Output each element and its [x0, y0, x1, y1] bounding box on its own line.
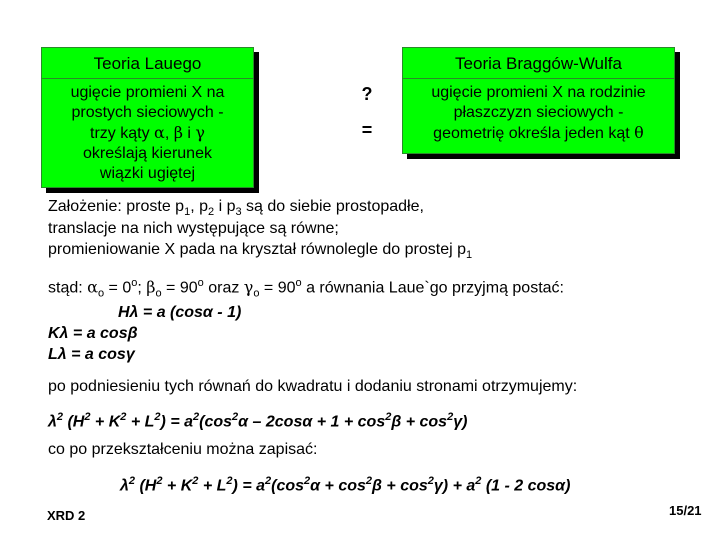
laue-theory-title: Teoria Lauego — [42, 53, 253, 79]
slide-footer-label: XRD 2 — [47, 508, 86, 523]
transform-text: co po przekształceniu można zapisać: — [48, 441, 318, 458]
bragg-theory-box — [402, 47, 675, 154]
slide-number: 15/21 — [669, 503, 702, 518]
square-sum-text: po podniesieniu tych równań do kwadratu i dodaniu stronami otrzymujemy: — [48, 378, 578, 395]
laue-theory-box — [41, 47, 254, 188]
bragg-theory-title: Teoria Braggów-Wulfa — [403, 53, 674, 79]
bragg-theory-description: ugięcie promieni X na rodzinie płaszczyzn sieciowych - geometrię określa jeden kąt θ — [431, 84, 646, 142]
angle-conditions: stąd: $\alpha_o = 0^o$; $\beta_o = 90^o$ oraz $\gamma_o = 90^o$ a równania Laue`go przyjmą postać: — [48, 277, 564, 300]
laue-theory-description: ugięcie promieni X na prostych sieciowych - trzy kąty α, β i γ określają kierunek wiązki ugiętej — [70, 84, 225, 182]
equation-l: Lλ = a cosγ — [48, 346, 135, 363]
equation-squared: $\lambda^2$ $(H^2 + K^2 + L^2) = a^2(\cos^2\alpha - 2\cos\alpha + 1 + \cos^2\beta + \cos^2\gamma)$ — [48, 411, 468, 431]
assumption-line-2: translacje na nich występujące są równe; — [48, 220, 339, 237]
question-mark: ? — [361, 84, 373, 104]
equation-k: Kλ = a cosβ — [48, 325, 138, 342]
equals-sign: = — [361, 120, 373, 140]
assumption-line-3: promieniowanie X pada na kryształ równolegle do prostej $p_1$ — [48, 241, 473, 262]
assumption-line-1: Założenie: proste $p_1$, $p_2$ i $p_3$ są do siebie prostopadłe, — [48, 198, 424, 219]
equation-h: Hλ = a (cosα - 1) — [118, 304, 242, 321]
equation-final: $\lambda^2$ $(H^2 + K^2 + L^2) = a^2(\cos^2\alpha + \cos^2\beta + \cos^2\gamma) + a^2$ (1 - 2 cosα) — [120, 475, 571, 495]
